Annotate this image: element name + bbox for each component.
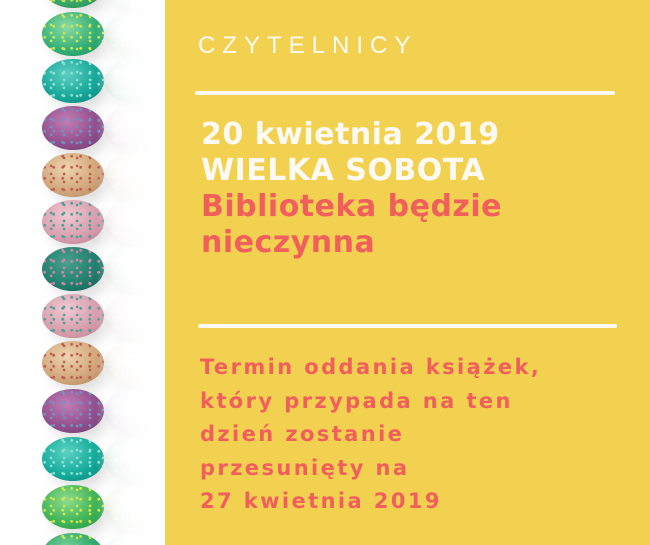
body-line-2: który przypada na ten bbox=[200, 388, 513, 413]
divider-bottom bbox=[198, 324, 617, 328]
egg-pink-speckled-2 bbox=[42, 294, 104, 338]
page-title: CZYTELNICY bbox=[198, 32, 418, 59]
divider-top bbox=[195, 91, 615, 95]
body-text bbox=[200, 351, 541, 519]
body-line-5: 27 kwietnia 2019 bbox=[200, 489, 442, 513]
egg-pink-speckled bbox=[42, 200, 104, 244]
egg-teal-2 bbox=[42, 437, 104, 481]
egg-green-partial-bottom bbox=[42, 533, 104, 545]
egg-tan-speckled-2 bbox=[42, 341, 104, 385]
egg-tan-speckled bbox=[42, 153, 104, 197]
body-line-4: przesunięty na bbox=[200, 455, 410, 480]
headline-closed-1: Biblioteka będzie bbox=[201, 189, 503, 224]
headline bbox=[201, 117, 502, 261]
photo-fade-overlay bbox=[96, 0, 165, 545]
egg-green-speckled-2 bbox=[42, 485, 104, 529]
announcement-panel bbox=[165, 0, 650, 545]
egg-green-partial-top bbox=[42, 0, 104, 8]
headline-day: WIELKA SOBOTA bbox=[201, 153, 486, 188]
headline-closed-2: nieczynna bbox=[201, 225, 376, 260]
headline-date: 20 kwietnia 2019 bbox=[201, 117, 500, 152]
egg-green-speckled bbox=[42, 12, 104, 56]
egg-teal bbox=[42, 59, 104, 103]
body-line-1: Termin oddania książek, bbox=[200, 355, 542, 379]
egg-purple-marbled-2 bbox=[42, 389, 104, 433]
egg-purple-marbled bbox=[42, 106, 104, 150]
easter-eggs-photo-strip bbox=[0, 0, 165, 545]
egg-dark-teal-pink bbox=[42, 247, 104, 291]
body-line-3: dzień zostanie bbox=[200, 422, 405, 446]
